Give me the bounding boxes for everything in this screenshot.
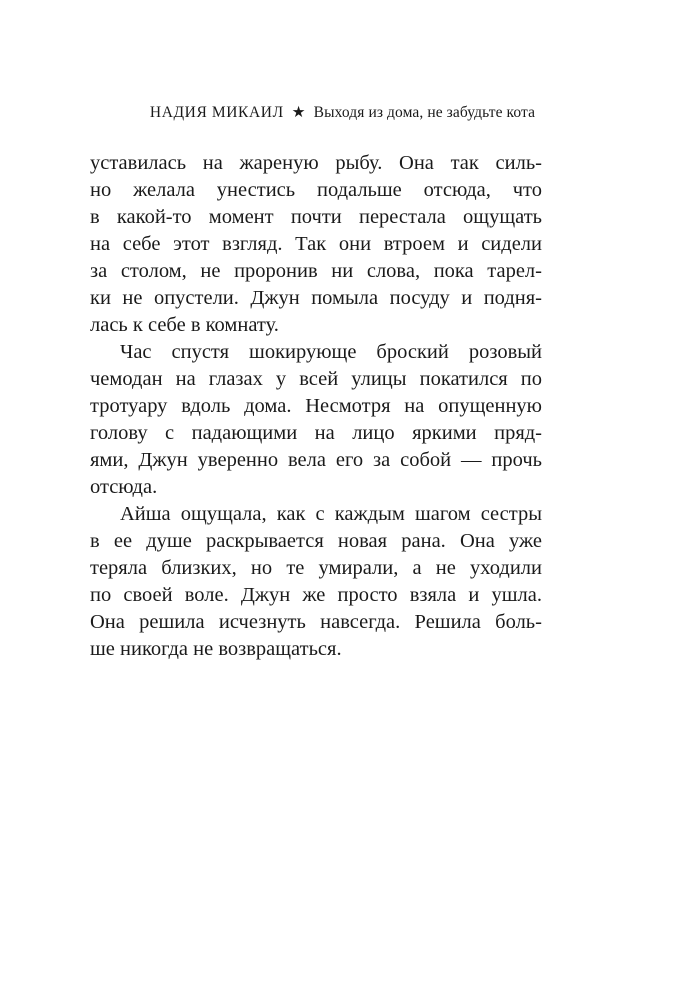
text-line: Час спустя шокирующе броский розовый xyxy=(120,341,542,363)
text-line: ки не опустели. Джун помыла посуду и подня- xyxy=(90,287,542,309)
text-line: за столом, не проронив ни слова, пока тарел- xyxy=(90,260,542,282)
text-line: тротуару вдоль дома. Несмотря на опущенную xyxy=(90,395,542,417)
text-line: Айша ощущала, как с каждым шагом сестры xyxy=(120,503,542,525)
text-line: по своей воле. Джун же просто взяла и ушла. xyxy=(90,584,542,606)
text-line: голову с падающими на лицо яркими пряд- xyxy=(90,422,542,444)
text-line: лась к себе в комнату. xyxy=(90,314,279,336)
text-line: уставилась на жареную рыбу. Она так силь- xyxy=(90,152,542,174)
header-author: НАДИЯ МИКАИЛ xyxy=(149,104,284,121)
star-icon: ★ xyxy=(291,104,306,121)
text-line: на себе этот взгляд. Так они втроем и сидели xyxy=(90,233,542,255)
text-line: теряла близких, но те умирали, а не уходили xyxy=(90,557,542,579)
header-book-title: Выходя из дома, не забудьте кота xyxy=(313,104,536,121)
text-line: ше никогда не возвращаться. xyxy=(90,638,342,660)
running-header xyxy=(0,103,685,123)
text-line: отсюда. xyxy=(90,476,158,498)
text-line: чемодан на глазах у всей улицы покатился по xyxy=(90,368,542,390)
text-line: ями, Джун уверенно вела его за собой — прочь xyxy=(90,449,542,471)
text-line: в какой-то момент почти перестала ощущать xyxy=(90,206,542,228)
page-body-text xyxy=(90,150,542,663)
text-line: Она решила исчезнуть навсегда. Решила боль- xyxy=(90,611,542,633)
text-line: в ее душе раскрывается новая рана. Она уже xyxy=(90,530,542,552)
text-line: но желала унестись подальше отсюда, что xyxy=(90,179,542,201)
